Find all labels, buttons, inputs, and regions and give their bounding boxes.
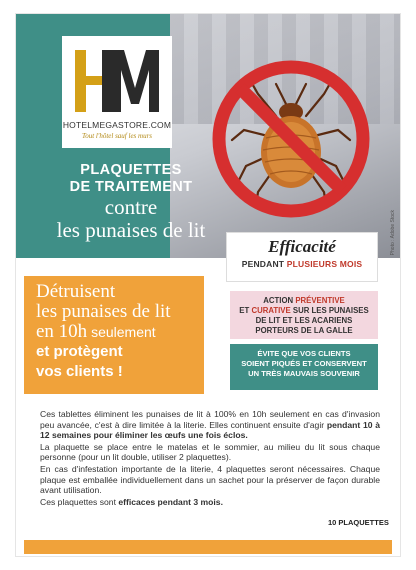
protection-line-1: ÉVITE QUE VOS CLIENTS <box>257 349 351 358</box>
benefit-line-1: Détruisent <box>36 281 116 302</box>
paragraph-1-bold: pendant 10 à 12 semaines pour éliminer les œufs une fois éclos. <box>40 419 380 441</box>
paragraph-3: En cas d'infestation importante de la literie, 4 plaquettes seront nécessaires. Chaque plaque est emballée individuellement dans un sachet pour la préserver de façon durable avant utilisation. <box>40 463 380 496</box>
package-quantity: 10 PLAQUETTES <box>328 518 389 527</box>
title-line-1: PLAQUETTES <box>80 162 182 178</box>
action-text-b: ET <box>239 306 252 315</box>
hero-banner <box>16 14 400 258</box>
benefit-line-4: et protègent <box>36 343 123 360</box>
title-line-3: contre <box>104 195 158 219</box>
description-text <box>40 409 380 508</box>
action-curative: CURATIVE <box>251 306 291 315</box>
paragraph-1 <box>40 409 380 441</box>
no-bedbug-sign <box>206 54 376 229</box>
action-line-4: PORTEURS DE LA GALLE <box>255 326 353 335</box>
action-text-c: SUR LES PUNAISES <box>290 306 369 315</box>
efficacy-title: Efficacité <box>268 237 336 256</box>
paragraph-2: La plaquette se place entre le matelas et le sommier, au milieu du lit sous chaque personne (pour un lit double, utiliser 2 plaquettes). <box>40 441 380 463</box>
photo-credit: Photo : Adobe Stock <box>390 210 396 256</box>
paragraph-4-bold: efficaces pendant 3 mois. <box>118 496 223 507</box>
logo-monogram <box>62 46 172 116</box>
brand-tagline: Tout l'hôtel sauf les murs <box>81 132 153 140</box>
benefit-line-5: vos clients ! <box>36 363 123 380</box>
action-text-a: ACTION <box>263 296 296 305</box>
benefit-block <box>24 276 204 394</box>
protection-line-2: SOIENT PIQUÉS ET CONSERVENT <box>241 359 367 368</box>
benefit-line-2: les punaises de lit <box>36 301 171 322</box>
paragraph-4 <box>40 497 380 508</box>
action-line-1 <box>230 296 378 306</box>
action-line-2 <box>230 306 378 316</box>
footer-bar <box>24 540 392 554</box>
action-box <box>230 291 378 339</box>
action-preventive: PRÉVENTIVE <box>295 296 345 305</box>
action-line-3: DE LIT ET LES ACARIENS <box>255 316 353 325</box>
brand-name: HOTELMEGASTORE.COM <box>62 120 172 130</box>
title-line-4: les punaises de lit <box>56 218 206 242</box>
efficacy-prefix: PENDANT <box>241 259 287 269</box>
prohibited-bedbug-icon <box>206 54 376 224</box>
flyer-sheet <box>16 14 400 556</box>
product-title <box>36 162 226 242</box>
hm-logo-icon <box>69 46 165 116</box>
paragraph-1-text: Ces tablettes éliminent les punaises de lit à 100% en 10h seulement en cas d'invasion peu avancée, c'est à dire limitée à la literie. Elles continuent ensuite d'agir <box>40 409 380 430</box>
brand-logo <box>62 36 172 148</box>
title-line-2: DE TRAITEMENT <box>69 179 193 195</box>
paragraph-4-text: Ces plaquettes sont <box>40 496 119 507</box>
benefit-seulement: seulement <box>87 324 156 340</box>
efficacy-box <box>226 232 378 282</box>
benefit-line-3 <box>24 322 204 342</box>
efficacy-highlight: PLUSIEURS MOIS <box>286 259 363 269</box>
efficacy-subtitle <box>227 259 377 269</box>
client-protection-box <box>230 344 378 390</box>
protection-line-3: UN TRÈS MAUVAIS SOUVENIR <box>248 369 360 378</box>
benefit-10h: en 10h <box>36 321 88 342</box>
